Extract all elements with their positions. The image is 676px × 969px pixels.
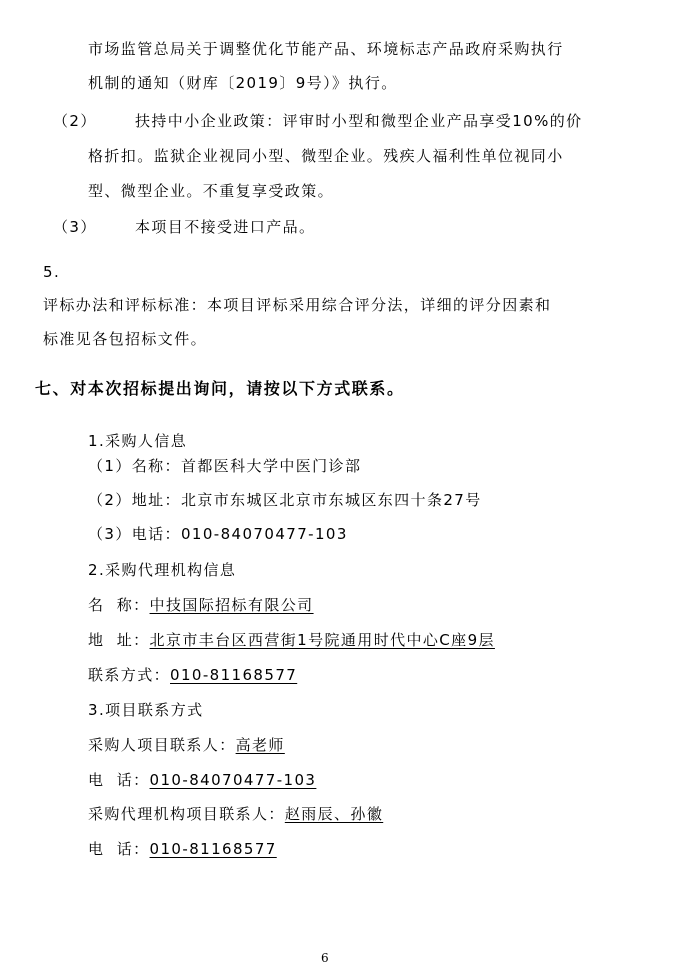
agency-contact-label: 联系方式：: [88, 666, 171, 684]
item5-line2: 标准见各包招标文件。: [43, 330, 208, 348]
purchaser-name-value: 首都医科大学中医门诊部: [180, 457, 362, 475]
item2-number: （2）: [53, 112, 97, 130]
purchaser-address-label: （2）地址：: [88, 491, 181, 509]
section7-heading: 七、对本次招标提出询问，请按以下方式联系。: [35, 379, 405, 398]
purchaser-name-label: （1）名称：: [88, 457, 181, 475]
purchaser-contact-phone-value: 010-84070477-103: [149, 771, 317, 789]
item3-number: （3）: [53, 218, 97, 236]
purchaser-contact-label: 采购人项目联系人：: [88, 736, 236, 754]
agency-project-contact-row: [88, 803, 383, 825]
agency-address-label: 地 址：: [88, 631, 150, 649]
agency-contact-value: 010-81168577: [170, 666, 298, 684]
purchaser-contact-row: [88, 734, 285, 756]
agency-heading: 2.采购代理机构信息: [88, 561, 237, 579]
project-contact-heading: 3.项目联系方式: [88, 701, 204, 719]
agency-address-value: 北京市丰台区西营街1号院通用时代中心C座9层: [149, 631, 495, 649]
item2-line3: 型、微型企业。不重复享受政策。: [88, 182, 335, 200]
purchaser-contact-phone-row: [88, 769, 316, 791]
purchaser-contact-phone-label: 电 话：: [88, 771, 150, 789]
purchaser-address-row: [88, 489, 482, 511]
purchaser-name-row: [88, 455, 361, 477]
purchaser-phone-value: 010-84070477-103: [180, 525, 348, 543]
para1-line1: 市场监管总局关于调整优化节能产品、环境标志产品政府采购执行: [88, 40, 564, 58]
purchaser-heading: 1.采购人信息: [88, 432, 188, 450]
item2-line2: 格折扣。监狱企业视同小型、微型企业。残疾人福利性单位视同小: [88, 147, 564, 165]
purchaser-phone-label: （3）电话：: [88, 525, 181, 543]
agency-project-contact-label: 采购代理机构项目联系人：: [88, 805, 285, 823]
agency-name-row: [88, 594, 314, 616]
agency-name-label: 名 称：: [88, 596, 150, 614]
para1-line2: 机制的通知（财库〔2019〕9号）》执行。: [88, 74, 398, 92]
agency-contact-row: [88, 664, 297, 686]
purchaser-address-value: 北京市东城区北京市东城区东四十条27号: [180, 491, 482, 509]
page-number: 6: [321, 951, 329, 965]
item2-line1: 扶持中小企业政策：评审时小型和微型企业产品享受10%的价: [135, 112, 583, 130]
agency-project-phone-value: 010-81168577: [149, 840, 277, 858]
item3-text: 本项目不接受进口产品。: [135, 218, 316, 236]
item5-line1: 评标办法和评标标准：本项目评标采用综合评分法，详细的评分因素和: [43, 296, 552, 314]
agency-name-value: 中技国际招标有限公司: [149, 596, 314, 614]
purchaser-contact-value: 高老师: [235, 736, 285, 754]
agency-address-row: [88, 629, 495, 651]
agency-project-contact-value: 赵雨辰、孙徽: [284, 805, 384, 823]
purchaser-phone-row: [88, 523, 348, 545]
item5-number: 5.: [43, 263, 61, 281]
agency-project-phone-row: [88, 838, 277, 860]
agency-project-phone-label: 电 话：: [88, 840, 150, 858]
